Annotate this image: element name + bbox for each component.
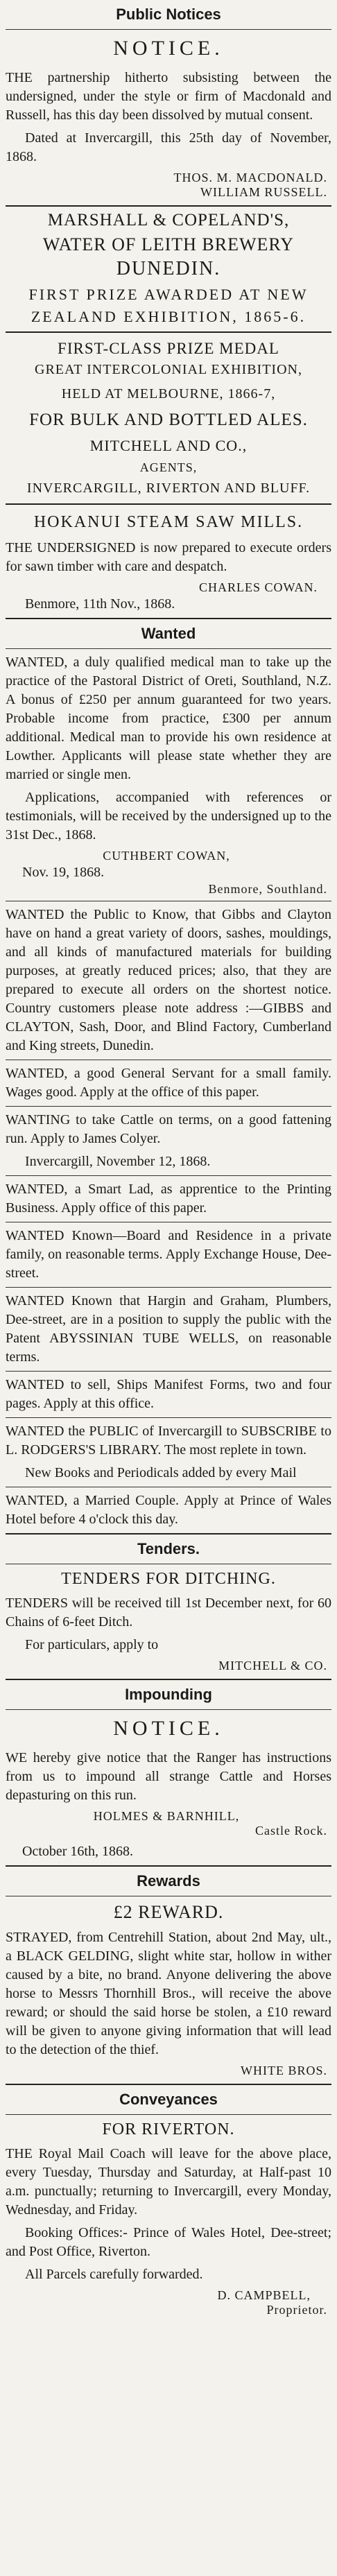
divider (6, 2084, 331, 2085)
divider (6, 503, 331, 505)
wanted-lad: WANTED, a Smart Lad, as apprentice to the Printing Business. Apply office of this paper. (6, 1182, 331, 1216)
divider (6, 1106, 331, 1107)
tenders-signature: MITCHELL & CO. (218, 1659, 327, 1672)
medal-exhibition: GREAT INTERCOLONIAL EXHIBITION, (35, 362, 302, 377)
divider (6, 618, 331, 619)
medal-title: FIRST-CLASS PRIZE MEDAL (58, 340, 279, 357)
impound-headline: NOTICE. (113, 1717, 224, 1740)
divider (6, 648, 331, 649)
signature-macdonald: THOS. M. MACDONALD. (173, 171, 327, 184)
riverton-parcels: All Parcels carefully forwarded. (25, 2267, 203, 2282)
medal-mitchell: MITCHELL AND CO., (89, 437, 248, 454)
impound-place: Castle Rock. (255, 1824, 327, 1838)
tenders-title: TENDERS FOR DITCHING. (61, 1570, 276, 1588)
divider (6, 1865, 331, 1867)
hokanui-body: THE UNDERSIGNED is now prepared to execute orders for sawn timber with care and despatch. (6, 540, 331, 574)
partnership-notice: THE partnership hitherto subsisting between the undersigned, under the style or firm of Macdonald and Russell, has this day been dissolved by mutual consent. (6, 70, 331, 123)
wanted-cattle-date: Invercargill, November 12, 1868. (25, 1154, 211, 1169)
divider (6, 331, 331, 333)
divider (6, 1709, 331, 1710)
reward-body: STRAYED, from Centrehill Station, about 2nd May, ult., a BLACK GELDING, slight white star, hollow in wither caused by a bite, no brand. Anyone delivering the above horse to Messrs Thornhill Bros., will receive the above reward; or should the said horse be stolen, a £10 reward will be given to anyone giving information that will lead to the detection of the thief. (6, 1930, 331, 2057)
divider (6, 1679, 331, 1680)
reward-title: £2 REWARD. (113, 1902, 224, 1922)
hokanui-signature: CHARLES COWAN. (198, 580, 318, 594)
medal-agents: AGENTS, (139, 460, 198, 474)
riverton-booking: Booking Offices:- Prince of Wales Hotel, Dee-street; and Post Office, Riverton. (6, 2225, 331, 2259)
section-conveyances: Conveyances (119, 2091, 218, 2108)
wanted-library: WANTED the PUBLIC of Invercargill to SUBSCRIBE to L. RODGERS'S LIBRARY. The most replete in town. (6, 1424, 331, 1458)
divider (6, 1175, 331, 1176)
wanted-board: WANTED Known—Board and Residence in a private family, on reasonable terms. Apply Exchange House, Dee-street. (6, 1228, 331, 1281)
tenders-particulars: For particulars, apply to (25, 1637, 159, 1652)
medal-towns: INVERCARGILL, RIVERTON AND BLUFF. (26, 481, 311, 496)
brewery-city: DUNEDIN. (116, 258, 221, 279)
divider (6, 1371, 331, 1372)
brewery-exhibition: ZEALAND EXHIBITION, 1865-6. (31, 308, 306, 325)
wanted-medical-place: Benmore, Southland. (208, 882, 327, 896)
wanted-medical-signature: CUTHBERT COWAN, (103, 849, 230, 863)
medal-melbourne: HELD AT MELBOURNE, 1866-7, (61, 386, 276, 401)
section-impounding: Impounding (125, 1686, 212, 1703)
riverton-title: FOR RIVERTON. (102, 2120, 235, 2138)
hokanui-title: HOKANUI STEAM SAW MILLS. (33, 513, 304, 531)
divider (6, 2114, 331, 2115)
wanted-gibbs: WANTED the Public to Know, that Gibbs and Clayton have on hand a great variety of doors, sashes, mouldings, and all kinds of manufactured materials for building purposes, at greatly reduced prices; also, that they are prepared to execute all orders on the shortest notice. Country customers please note address :—GIBBS and CLAYTON, Sash, Door, and Blind Factory, Cumberland and King streets, Dunedin. (6, 907, 331, 1053)
brewery-name: WATER OF LEITH BREWERY (42, 234, 295, 254)
section-tenders: Tenders. (137, 1540, 200, 1557)
tenders-body: TENDERS will be received till 1st December next, for 60 Chains of 6-feet Ditch. (6, 1596, 331, 1630)
riverton-proprietor: Proprietor. (266, 2303, 327, 2317)
reward-signature: WHITE BROS. (241, 2064, 327, 2077)
medal-ales: FOR BULK AND BOTTLED ALES. (29, 410, 308, 429)
wanted-cattle: WANTING to take Cattle on terms, on a good fattening run. Apply to James Colyer. (6, 1112, 331, 1146)
wanted-library-books: New Books and Periodicals added by every Mail (25, 1465, 297, 1480)
section-rewards: Rewards (137, 1872, 200, 1890)
wanted-medical: WANTED, a duly qualified medical man to take up the practice of the Pastoral District of Oreti, Southland, N.Z. A bonus of £250 per annum guaranteed for two years. Probable income from practice, £300 per annum additional. Medical man to provide his own residence at Lowther. Applicants will please state whether they are married or single men. (6, 655, 331, 782)
impound-body: WE hereby give notice that the Ranger has instructions from us to impound all strange Cattle and Horses depasturing on this run. (6, 1750, 331, 1803)
wanted-couple: WANTED, a Married Couple. Apply at Prince of Wales Hotel before 4 o'clock this day. (6, 1493, 331, 1527)
wanted-manifest: WANTED to sell, Ships Manifest Forms, two and four pages. Apply at this office. (6, 1377, 331, 1411)
section-public-notices: Public Notices (116, 6, 221, 23)
partnership-date: Dated at Invercargill, this 25th day of November, 1868. (6, 130, 331, 164)
impound-signature: HOLMES & BARNHILL, (93, 1809, 240, 1823)
divider (6, 205, 331, 207)
signature-russell: WILLIAM RUSSELL. (200, 185, 327, 199)
divider (6, 1287, 331, 1288)
riverton-body: THE Royal Mail Coach will leave for the above place, every Tuesday, Thursday and Saturday, at Half-past 10 a.m. punctually; returning to Invercargill, every Monday, Wednesday, and Friday. (6, 2146, 331, 2218)
hokanui-date: Benmore, 11th Nov., 1868. (25, 596, 175, 612)
wanted-servant: WANTED, a good General Servant for a small family. Wages good. Apply at the office of this paper. (6, 1066, 331, 1100)
riverton-signature: D. CAMPBELL, (217, 2288, 311, 2302)
wanted-medical-applications: Applications, accompanied with references or testimonials, will be received by the undersigned up to the 31st Dec., 1868. (6, 790, 331, 842)
section-wanted: Wanted (141, 625, 196, 642)
wanted-medical-date: Nov. 19, 1868. (22, 865, 105, 880)
newspaper-page (0, 6, 337, 2576)
divider (6, 1417, 331, 1418)
brewery-title: MARSHALL & COPELAND'S, (47, 211, 290, 230)
divider (6, 29, 331, 30)
impound-date: October 16th, 1868. (22, 1844, 133, 1859)
divider (6, 1533, 331, 1535)
brewery-award: FIRST PRIZE AWARDED AT NEW (28, 286, 309, 303)
wanted-hargin: WANTED Known that Hargin and Graham, Plumbers, Dee-street, are in a position to supply the public with the Patent ABYSSINIAN TUBE WELLS, on reasonable terms. (6, 1293, 331, 1365)
notice-headline: NOTICE. (113, 37, 224, 60)
